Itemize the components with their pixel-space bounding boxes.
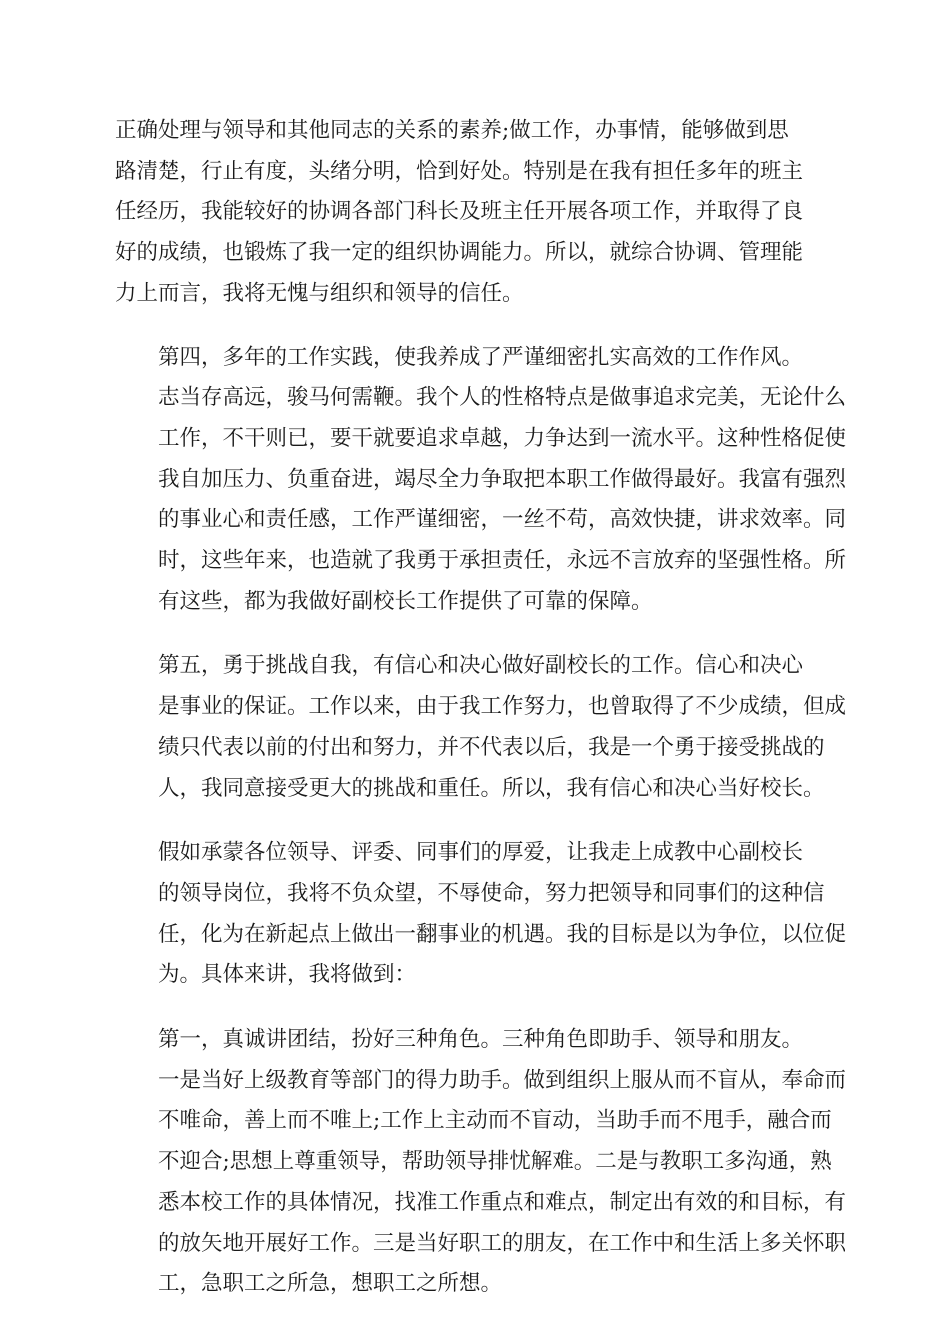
text-line: 是事业的保证。工作以来，由于我工作努力，也曾取得了不少成绩，但成 [158, 694, 847, 720]
text-line: 任经历，我能较好的协调各部门科长及班主任开展各项工作，并取得了良 [115, 199, 804, 225]
text-line: 正确处理与领导和其他同志的关系的素养;做工作，办事情，能够做到思 [115, 118, 789, 143]
text-line: 工，急职工之所急，想职工之所想。 [158, 1271, 503, 1297]
text-line: 的事业心和责任感，工作严谨细密，一丝不苟，高效快捷，讲求效率。同 [158, 507, 847, 533]
text-line: 绩只代表以前的付出和努力，并不代表以后，我是一个勇于接受挑战的 [158, 734, 825, 760]
text-line: 第五，勇于挑战自我，有信心和决心做好副校长的工作。信心和决心 [158, 653, 804, 679]
text-line: 不迎合;思想上尊重领导，帮助领导排忧解难。二是与教职工多沟通，熟 [158, 1149, 832, 1175]
text-line: 为。具体来讲，我将做到： [158, 962, 417, 988]
text-line: 有这些，都为我做好副校长工作提供了可靠的保障。 [158, 588, 653, 614]
text-line: 工作，不干则已，要干就要追求卓越，力争达到一流水平。这种性格促使 [158, 425, 847, 451]
text-line: 假如承蒙各位领导、评委、同事们的厚爱，让我走上成教中心副校长 [158, 840, 804, 866]
document-body [115, 111, 847, 1329]
text-line: 第一，真诚讲团结，扮好三种角色。三种角色即助手、领导和朋友。 [158, 1027, 804, 1053]
paragraph-fourth [115, 338, 847, 623]
text-line: 一是当好上级教育等部门的得力助手。做到组织上服从而不盲从，奉命而 [158, 1067, 847, 1093]
text-line: 时，这些年来，也造就了我勇于承担责任，永远不言放弃的坚强性格。所 [158, 548, 847, 574]
text-line: 不唯命，善上而不唯上;工作上主动而不盲动，当助手而不甩手，融合而 [158, 1108, 832, 1134]
text-line: 任，化为在新起点上做出一翻事业的机遇。我的目标是以为争位，以位促 [158, 921, 847, 947]
text-line: 我自加压力、负重奋进，竭尽全力争取把本职工作做得最好。我富有强烈 [158, 466, 847, 492]
text-line: 志当存高远，骏马何需鞭。我个人的性格特点是做事追求完美，无论什么 [158, 385, 847, 411]
text-line: 的放矢地开展好工作。三是当好职工的朋友，在工作中和生活上多关怀职 [158, 1230, 847, 1256]
text-line: 力上而言，我将无愧与组织和领导的信任。 [115, 280, 524, 306]
text-line: 的领导岗位，我将不负众望，不辱使命，努力把领导和同事们的这种信 [158, 880, 825, 906]
text-line: 第四，多年的工作实践，使我养成了严谨细密扎实高效的工作作风。 [158, 344, 804, 370]
paragraph-first-role [115, 1020, 847, 1305]
text-line: 路清楚，行止有度，头绪分明，恰到好处。特别是在我有担任多年的班主 [115, 158, 804, 184]
text-line: 悉本校工作的具体情况，找准工作重点和难点，制定出有效的和目标，有 [158, 1189, 847, 1215]
paragraph-goal [115, 833, 847, 996]
text-line: 人，我同意接受更大的挑战和重任。所以，我有信心和决心当好校长。 [158, 775, 825, 801]
paragraph-coordination [115, 111, 835, 315]
text-line: 好的成绩，也锻炼了我一定的组织协调能力。所以，就综合协调、管理能 [115, 240, 804, 266]
paragraph-fifth [115, 646, 847, 809]
